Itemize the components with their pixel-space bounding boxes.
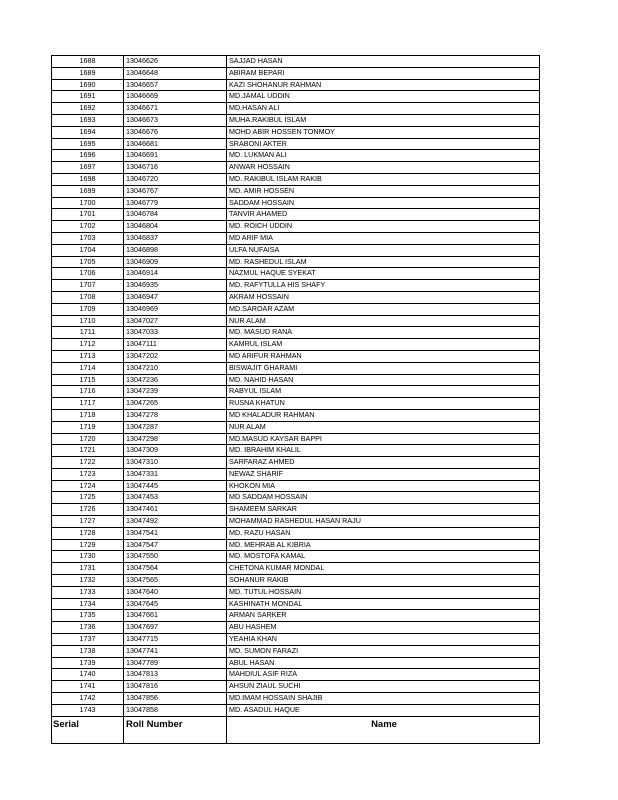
table-row (52, 598, 540, 610)
name-cell: MD. MEHRAB AL KIBRIA (227, 539, 540, 551)
serial-cell: 1742 (52, 693, 124, 705)
name-header: Name (227, 716, 540, 743)
name-cell: MD.HASAN ALI (227, 103, 540, 115)
table-row (52, 339, 540, 351)
name-cell: KAMRUL ISLAM (227, 339, 540, 351)
serial-cell: 1725 (52, 492, 124, 504)
table-row (52, 645, 540, 657)
roll-number-cell: 13046673 (124, 114, 227, 126)
name-cell: AHSUN ZIAUL SUCHI (227, 681, 540, 693)
table-row (52, 622, 540, 634)
serial-cell: 1722 (52, 457, 124, 469)
serial-cell: 1714 (52, 362, 124, 374)
serial-cell: 1740 (52, 669, 124, 681)
roll-number-cell: 13047550 (124, 551, 227, 563)
table-row (52, 386, 540, 398)
name-cell: MD ARIFUR RAHMAN (227, 350, 540, 362)
name-cell: SADDAM HOSSAIN (227, 197, 540, 209)
serial-cell: 1717 (52, 398, 124, 410)
name-cell: MD. RAKIBUL ISLAM RAKIB (227, 173, 540, 185)
roll-number-cell: 13046804 (124, 221, 227, 233)
roll-number-cell: 13047445 (124, 480, 227, 492)
name-cell: MD. RASHEDUL ISLAM (227, 256, 540, 268)
serial-cell: 1734 (52, 598, 124, 610)
table-row (52, 421, 540, 433)
name-cell: MD. AMIR HOSSEN (227, 185, 540, 197)
table-row (52, 480, 540, 492)
roll-number-cell: 13047461 (124, 504, 227, 516)
name-cell: KHOKON MIA (227, 480, 540, 492)
serial-cell: 1703 (52, 232, 124, 244)
table-row (52, 634, 540, 646)
roll-number-cell: 13046676 (124, 126, 227, 138)
roll-number-header: Roll Number (124, 716, 227, 743)
name-cell: ULFA NUFAISA (227, 244, 540, 256)
table-row (52, 232, 540, 244)
name-cell: BISWAJIT GHARAMI (227, 362, 540, 374)
table-row (52, 362, 540, 374)
serial-cell: 1735 (52, 610, 124, 622)
roll-number-cell: 13047858 (124, 704, 227, 716)
table-row (52, 575, 540, 587)
name-cell: MD.MASUD KAYSAR BAPPI (227, 433, 540, 445)
roll-number-cell: 13046969 (124, 303, 227, 315)
roll-number-cell: 13047210 (124, 362, 227, 374)
roll-number-cell: 13047309 (124, 445, 227, 457)
table-row (52, 669, 540, 681)
table-row (52, 657, 540, 669)
table-body (52, 56, 540, 717)
roll-number-cell: 13047265 (124, 398, 227, 410)
name-cell: CHETONA KUMAR MONDAL (227, 563, 540, 575)
name-cell: ANWAR HOSSAIN (227, 162, 540, 174)
serial-cell: 1741 (52, 681, 124, 693)
table-row (52, 197, 540, 209)
name-cell: SAJJAD HASAN (227, 56, 540, 68)
roll-number-cell: 13047492 (124, 516, 227, 528)
serial-cell: 1743 (52, 704, 124, 716)
roll-number-cell: 13046779 (124, 197, 227, 209)
serial-cell: 1716 (52, 386, 124, 398)
name-cell: MD. LUKMAN ALI (227, 150, 540, 162)
table-row (52, 374, 540, 386)
roll-number-cell: 13046914 (124, 268, 227, 280)
serial-cell: 1724 (52, 480, 124, 492)
name-cell: MD ARIF MIA (227, 232, 540, 244)
name-cell: MD.JAMAL UDDIN (227, 91, 540, 103)
roll-number-cell: 13046898 (124, 244, 227, 256)
roll-number-cell: 13047813 (124, 669, 227, 681)
name-cell: MOHAMMAD RASHEDUL HASAN RAJU (227, 516, 540, 528)
table-row (52, 114, 540, 126)
serial-header: Serial (52, 716, 124, 743)
name-cell: MD. NAHID HASAN (227, 374, 540, 386)
table-row (52, 693, 540, 705)
roll-number-cell: 13047741 (124, 645, 227, 657)
serial-cell: 1738 (52, 645, 124, 657)
roll-number-cell: 13046935 (124, 280, 227, 292)
table-row (52, 468, 540, 480)
name-cell: SHAMEEM SARKAR (227, 504, 540, 516)
serial-cell: 1695 (52, 138, 124, 150)
roll-number-cell: 13047565 (124, 575, 227, 587)
table-row (52, 681, 540, 693)
serial-cell: 1691 (52, 91, 124, 103)
roll-number-cell: 13047564 (124, 563, 227, 575)
table-row (52, 67, 540, 79)
name-cell: NUR ALAM (227, 315, 540, 327)
roll-number-cell: 13047202 (124, 350, 227, 362)
serial-cell: 1705 (52, 256, 124, 268)
name-cell: SRABONI AKTER (227, 138, 540, 150)
serial-cell: 1728 (52, 527, 124, 539)
name-cell: NUR ALAM (227, 421, 540, 433)
table-row (52, 539, 540, 551)
table-row (52, 209, 540, 221)
name-cell: ABU HASHEM (227, 622, 540, 634)
serial-cell: 1729 (52, 539, 124, 551)
serial-cell: 1733 (52, 586, 124, 598)
serial-cell: 1726 (52, 504, 124, 516)
roll-number-cell: 13046716 (124, 162, 227, 174)
roll-number-cell: 13047453 (124, 492, 227, 504)
roll-number-cell: 13047239 (124, 386, 227, 398)
serial-cell: 1699 (52, 185, 124, 197)
name-cell: ARMAN SARKER (227, 610, 540, 622)
serial-cell: 1721 (52, 445, 124, 457)
table-row (52, 56, 540, 68)
table-row (52, 398, 540, 410)
table-row (52, 586, 540, 598)
roll-number-cell: 13046626 (124, 56, 227, 68)
roll-number-cell: 13046909 (124, 256, 227, 268)
name-cell: KASHINATH MONDAL (227, 598, 540, 610)
serial-cell: 1696 (52, 150, 124, 162)
roll-number-cell: 13047645 (124, 598, 227, 610)
roll-number-cell: 13046669 (124, 91, 227, 103)
roll-number-cell: 13047715 (124, 634, 227, 646)
name-cell: KAZI SHOHANUR RAHMAN (227, 79, 540, 91)
serial-cell: 1718 (52, 409, 124, 421)
roll-number-cell: 13047331 (124, 468, 227, 480)
serial-cell: 1694 (52, 126, 124, 138)
name-cell: MOHD ABIR HOSSEN TONMOY (227, 126, 540, 138)
serial-cell: 1713 (52, 350, 124, 362)
roll-number-cell: 13046681 (124, 138, 227, 150)
result-table (51, 55, 540, 744)
serial-cell: 1689 (52, 67, 124, 79)
name-cell: SOHANUR RAKIB (227, 575, 540, 587)
serial-cell: 1707 (52, 280, 124, 292)
serial-cell: 1732 (52, 575, 124, 587)
table-row (52, 185, 540, 197)
table-row (52, 610, 540, 622)
table-row (52, 433, 540, 445)
table-row (52, 79, 540, 91)
table-row (52, 327, 540, 339)
table-footer (52, 716, 540, 743)
table-row (52, 256, 540, 268)
table-row (52, 103, 540, 115)
name-cell: MD KHALADUR RAHMAN (227, 409, 540, 421)
serial-cell: 1737 (52, 634, 124, 646)
roll-number-cell: 13046947 (124, 291, 227, 303)
roll-number-cell: 13047027 (124, 315, 227, 327)
roll-number-cell: 13047298 (124, 433, 227, 445)
table-row (52, 409, 540, 421)
serial-cell: 1720 (52, 433, 124, 445)
serial-cell: 1731 (52, 563, 124, 575)
roll-number-cell: 13046720 (124, 173, 227, 185)
name-cell: TANVIR AHAMED (227, 209, 540, 221)
serial-cell: 1736 (52, 622, 124, 634)
table-row (52, 704, 540, 716)
name-cell: MD. IBRAHIM KHALIL (227, 445, 540, 457)
table-row (52, 268, 540, 280)
table-row (52, 350, 540, 362)
roll-number-cell: 13047640 (124, 586, 227, 598)
table-row (52, 91, 540, 103)
roll-number-cell: 13047287 (124, 421, 227, 433)
serial-cell: 1727 (52, 516, 124, 528)
table-row (52, 563, 540, 575)
roll-number-cell: 13047547 (124, 539, 227, 551)
serial-cell: 1730 (52, 551, 124, 563)
name-cell: MD. MASUD RANA (227, 327, 540, 339)
roll-number-cell: 13047310 (124, 457, 227, 469)
roll-number-cell: 13046837 (124, 232, 227, 244)
name-cell: YEAHIA KHAN (227, 634, 540, 646)
roll-number-cell: 13047541 (124, 527, 227, 539)
name-cell: ABIRAM BEPARI (227, 67, 540, 79)
serial-cell: 1704 (52, 244, 124, 256)
roll-number-cell: 13047697 (124, 622, 227, 634)
name-cell: MD. MOSTOFA KAMAL (227, 551, 540, 563)
serial-cell: 1706 (52, 268, 124, 280)
table-row (52, 315, 540, 327)
table-row (52, 504, 540, 516)
roll-number-cell: 13047856 (124, 693, 227, 705)
serial-cell: 1693 (52, 114, 124, 126)
table-row (52, 138, 540, 150)
roll-number-cell: 13046784 (124, 209, 227, 221)
name-cell: MAHDIUL ASIF RIZA (227, 669, 540, 681)
name-cell: NEWAZ SHARIF (227, 468, 540, 480)
table-row (52, 173, 540, 185)
roll-number-cell: 13047236 (124, 374, 227, 386)
table-row (52, 162, 540, 174)
table-row (52, 551, 540, 563)
table-row (52, 303, 540, 315)
roll-number-cell: 13047111 (124, 339, 227, 351)
name-cell: NAZMUL HAQUE SYEKAT (227, 268, 540, 280)
serial-cell: 1698 (52, 173, 124, 185)
table-row (52, 457, 540, 469)
table-row (52, 445, 540, 457)
table-row (52, 492, 540, 504)
name-cell: ABUL HASAN (227, 657, 540, 669)
serial-cell: 1700 (52, 197, 124, 209)
serial-cell: 1739 (52, 657, 124, 669)
name-cell: MD. ASADUL HAQUE (227, 704, 540, 716)
serial-cell: 1688 (52, 56, 124, 68)
serial-cell: 1702 (52, 221, 124, 233)
table-row (52, 291, 540, 303)
name-cell: MD.SAROAR AZAM (227, 303, 540, 315)
serial-cell: 1715 (52, 374, 124, 386)
table-row (52, 516, 540, 528)
roll-number-cell: 13047789 (124, 657, 227, 669)
table-row (52, 527, 540, 539)
roll-number-cell: 13047278 (124, 409, 227, 421)
serial-cell: 1697 (52, 162, 124, 174)
name-cell: MD. ROICH UDDIN (227, 221, 540, 233)
name-cell: AKRAM HOSSAIN (227, 291, 540, 303)
serial-cell: 1710 (52, 315, 124, 327)
roll-number-cell: 13046648 (124, 67, 227, 79)
name-cell: MD SADDAM HOSSAIN (227, 492, 540, 504)
serial-cell: 1719 (52, 421, 124, 433)
name-cell: SARFARAZ AHMED (227, 457, 540, 469)
name-cell: RABYUL ISLAM (227, 386, 540, 398)
serial-cell: 1701 (52, 209, 124, 221)
roll-number-cell: 13047033 (124, 327, 227, 339)
serial-cell: 1723 (52, 468, 124, 480)
name-cell: MD. SUMON FARAZI (227, 645, 540, 657)
table-row (52, 221, 540, 233)
serial-cell: 1712 (52, 339, 124, 351)
roll-number-cell: 13047661 (124, 610, 227, 622)
table-row (52, 280, 540, 292)
footer-row (52, 716, 540, 743)
name-cell: MD. RAFYTULLA HIS SHAFY (227, 280, 540, 292)
serial-cell: 1708 (52, 291, 124, 303)
name-cell: MUHA.RAKIBUL ISLAM (227, 114, 540, 126)
roll-number-cell: 13046671 (124, 103, 227, 115)
serial-cell: 1690 (52, 79, 124, 91)
roll-number-cell: 13046657 (124, 79, 227, 91)
table-row (52, 150, 540, 162)
table-row (52, 126, 540, 138)
roll-number-cell: 13047816 (124, 681, 227, 693)
roll-number-cell: 13046767 (124, 185, 227, 197)
serial-cell: 1709 (52, 303, 124, 315)
name-cell: MD.IMAM HOSSAIN SHAJIB (227, 693, 540, 705)
roll-number-cell: 13046691 (124, 150, 227, 162)
name-cell: MD. RAZU HASAN (227, 527, 540, 539)
serial-cell: 1711 (52, 327, 124, 339)
serial-cell: 1692 (52, 103, 124, 115)
name-cell: RUSNA KHATUN (227, 398, 540, 410)
table-row (52, 244, 540, 256)
name-cell: MD. TUTUL HOSSAIN (227, 586, 540, 598)
